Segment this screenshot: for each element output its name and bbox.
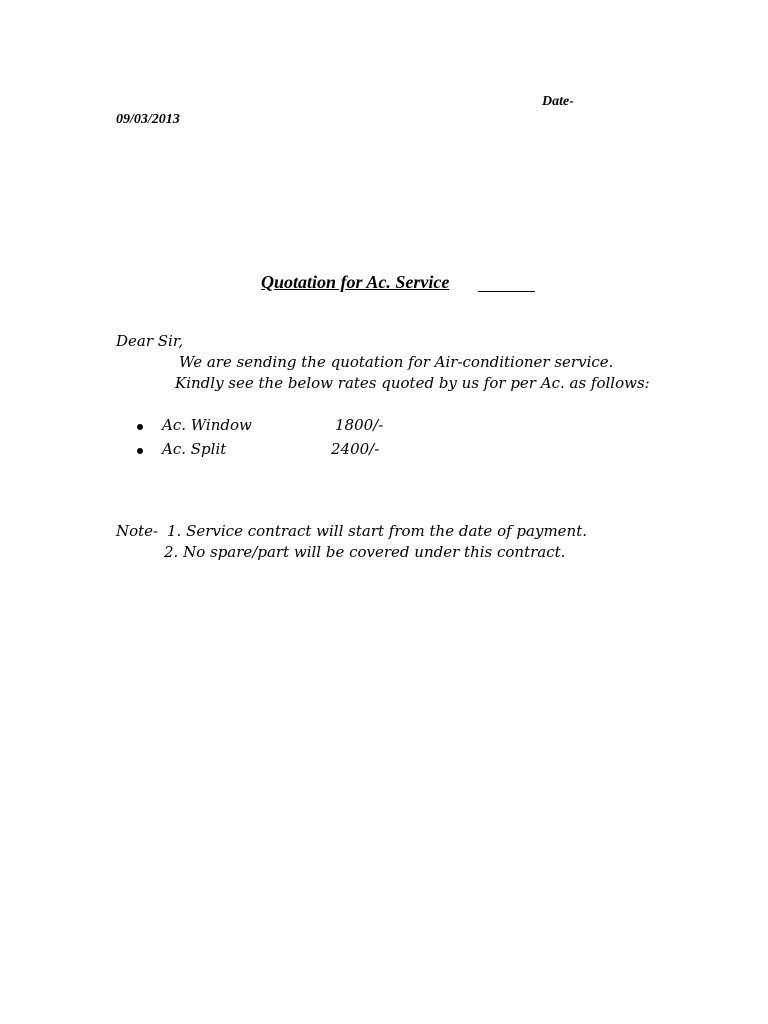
date-value: 09/03/2013 xyxy=(116,112,180,127)
greeting: Dear Sir, xyxy=(116,332,184,350)
note-item: 2. No spare/part will be covered under this contract. xyxy=(164,543,566,561)
title-underline-extension xyxy=(478,291,535,292)
date-label: Date- xyxy=(542,94,574,109)
document-title: Quotation for Ac. Service xyxy=(261,272,450,292)
rate-item-name: Ac. Split xyxy=(162,440,227,458)
bullet-icon xyxy=(137,424,143,430)
note-item: 1. Service contract will start from the date of payment. xyxy=(167,522,588,540)
note-label: Note- xyxy=(116,522,159,540)
intro-paragraph-1: We are sending the quotation for Air-conditioner service. xyxy=(179,353,614,371)
bullet-icon xyxy=(137,448,143,454)
rate-item-price: 1800/- xyxy=(335,416,384,434)
intro-paragraph-2: Kindly see the below rates quoted by us for per Ac. as follows: xyxy=(175,374,650,392)
rate-item-price: 2400/- xyxy=(331,440,380,458)
rate-item-name: Ac. Window xyxy=(162,416,252,434)
